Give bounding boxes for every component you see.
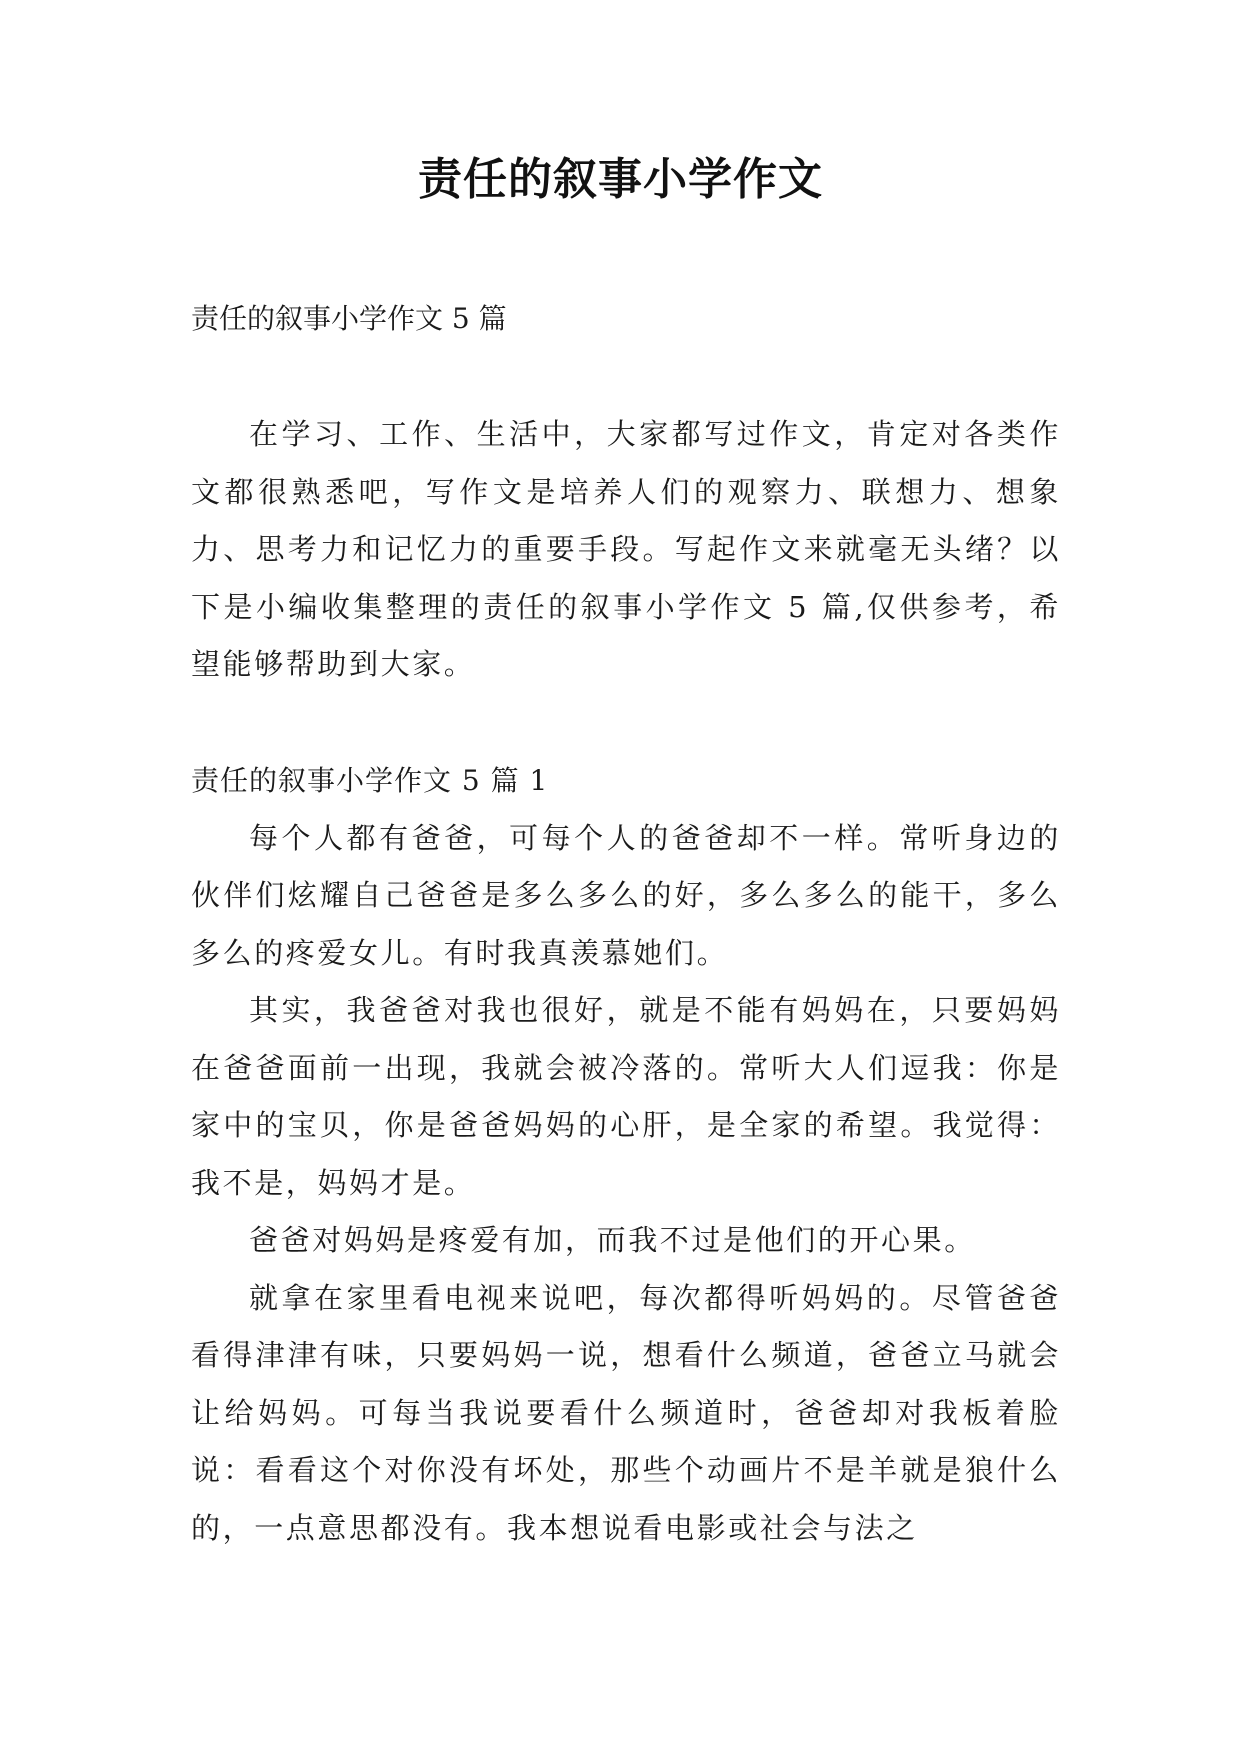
body-paragraph: 爸爸对妈妈是疼爱有加，而我不过是他们的开心果。 [249, 1223, 976, 1257]
body-paragraph: 其实，我爸爸对我也很好，就是不能有妈妈在，只要妈妈在爸爸面前一出现，我就会被冷落的。常听大人们逗我：你是家中的宝贝，你是爸爸妈妈的心肝，是全家的希望。我觉得：我不是，妈妈才是。 [191, 993, 1061, 1200]
body-paragraph: 就拿在家里看电视来说吧，每次都得听妈妈的。尽管爸爸看得津津有味，只要妈妈一说，想看什么频道，爸爸立马就会让给妈妈。可每当我说要看什么频道时，爸爸却对我板着脸说：看看这个对你没有坏处，那些个动画片不是羊就是狼什么的，一点意思都没有。我本想说看电影或社会与法之 [191, 1280, 1061, 1545]
blank-line [191, 694, 1061, 752]
intro-paragraph: 在学习、工作、生活中，大家都写过作文，肯定对各类作文都很熟悉吧，写作文是培养人们的观察力、联想力、想象力、思考力和记忆力的重要手段。写起作文来就毫无头绪？以下是小编收集整理的责任的叙事小学作文 5 篇,仅供参考，希望能够帮助到大家。 [191, 417, 1061, 681]
blank-line [191, 348, 1061, 406]
document-title: 责任的叙事小学作文 [418, 154, 823, 205]
section-heading: 责任的叙事小学作文 5 篇 1 [191, 763, 549, 797]
document-body [191, 290, 1061, 1557]
document-subtitle: 责任的叙事小学作文 5 篇 [191, 302, 507, 335]
body-paragraph: 每个人都有爸爸，可每个人的爸爸却不一样。常听身边的伙伴们炫耀自己爸爸是多么多么的好，多么多么的能干，多么多么的疼爱女儿。有时我真羡慕她们。 [191, 820, 1061, 970]
